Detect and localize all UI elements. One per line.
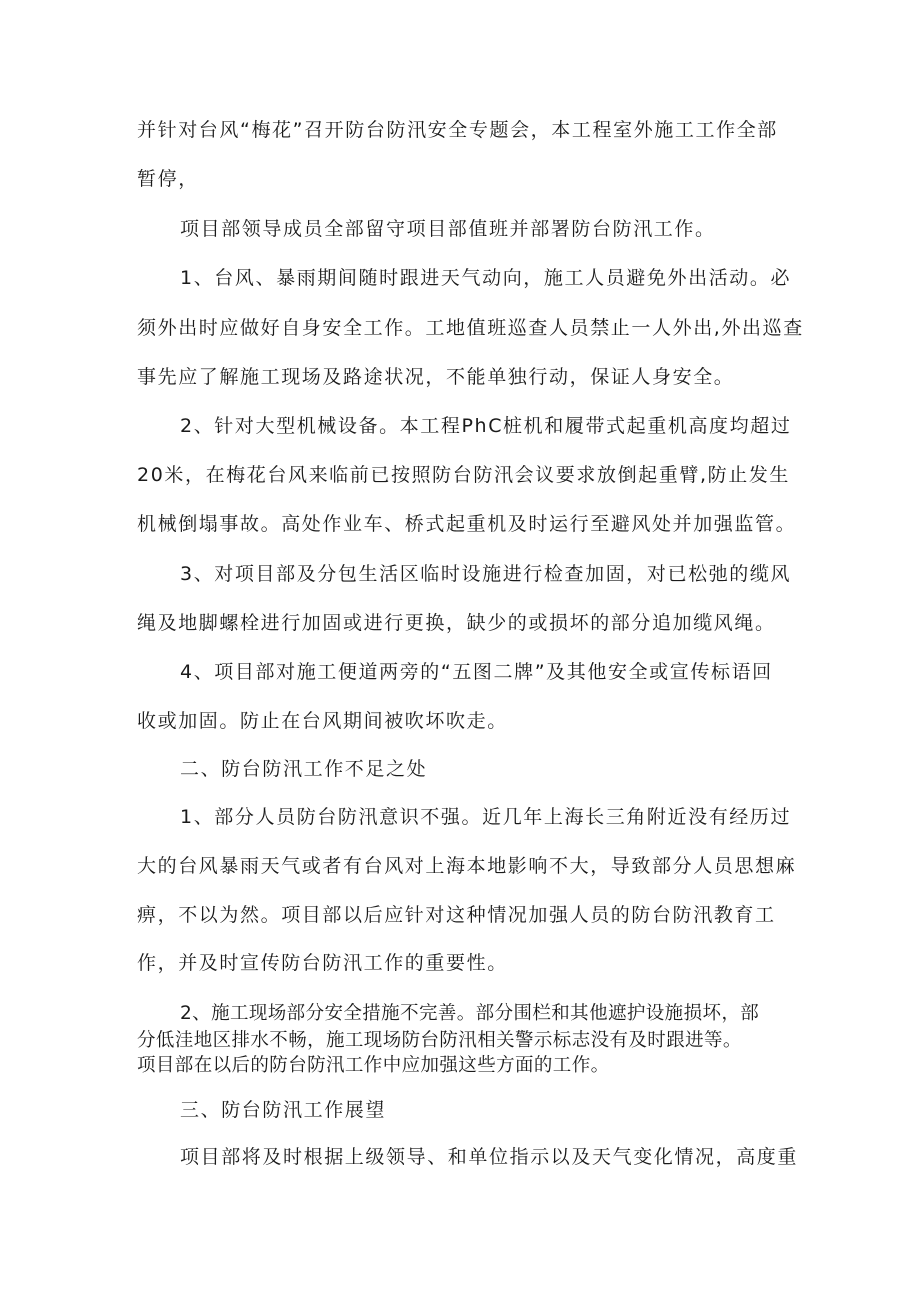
text-line: 暂停， (137, 168, 199, 190)
text-line: 1、部分人员防台防汛意识不强。近几年上海长三角附近没有经历过 (180, 806, 792, 828)
text-line: 事先应了解施工现场及路途状况，不能单独行动，保证人身安全。 (137, 366, 735, 388)
text-line: 机械倒塌事故。高处作业车、桥式起重机及时运行至避风处并加强监管。 (137, 513, 797, 535)
section-heading: 三、防台防汛工作展望 (180, 1099, 387, 1121)
text-line: 项目部领导成员全部留守项目部值班并部署防台防汛工作。 (180, 218, 716, 240)
text-line: 20米，在梅花台风来临前已按照防台防汛会议要求放倒起重臂,防止发生 (137, 464, 791, 486)
text-line: 绳及地脚螺栓进行加固或进行更换，缺少的或损坏的部分追加缆风绳。 (137, 612, 776, 634)
text-line: 项目部在以后的防台防汛工作中应加强这些方面的工作。 (137, 1055, 610, 1076)
text-line: 2、施工现场部分安全措施不完善。部分围栏和其他遮护设施损坏，部 (180, 1003, 760, 1024)
section-heading: 二、防台防汛工作不足之处 (180, 758, 428, 780)
text-line: 4、项目部对施工便道两旁的“五图二牌”及其他安全或宣传标语回 (180, 661, 773, 683)
text-line: 分低洼地区排水不畅，施工现场防台防汛相关警示标志没有及时跟进等。 (137, 1030, 742, 1051)
text-line: 3、对项目部及分包生活区临时设施进行检查加固，对已松弛的缆风 (180, 563, 792, 585)
text-line: 须外出时应做好自身安全工作。工地值班巡查人员禁止一人外出,外出巡查 (137, 317, 804, 339)
text-line: 项目部将及时根据上级领导、和单位指示以及天气变化情况，高度重 (180, 1146, 799, 1168)
text-line: 2、针对大型机械设备。本工程PhC桩机和履带式起重机高度均超过 (180, 415, 792, 437)
text-line: 并针对台风“梅花”召开防台防汛安全专题会，本工程室外施工工作全部 (137, 119, 778, 141)
text-line: 1、台风、暴雨期间随时跟进天气动向，施工人员避免外出活动。必 (180, 267, 792, 289)
text-line: 收或加固。防止在台风期间被吹坏吹走。 (137, 710, 508, 732)
text-line: 作，并及时宣传防台防汛工作的重要性。 (137, 952, 508, 974)
text-line: 痹，不以为然。项目部以后应针对这种情况加强人员的防台防汛教育工 (137, 904, 776, 926)
text-line: 大的台风暴雨天气或者有台风对上海本地影响不大，导致部分人员思想麻 (137, 855, 797, 877)
